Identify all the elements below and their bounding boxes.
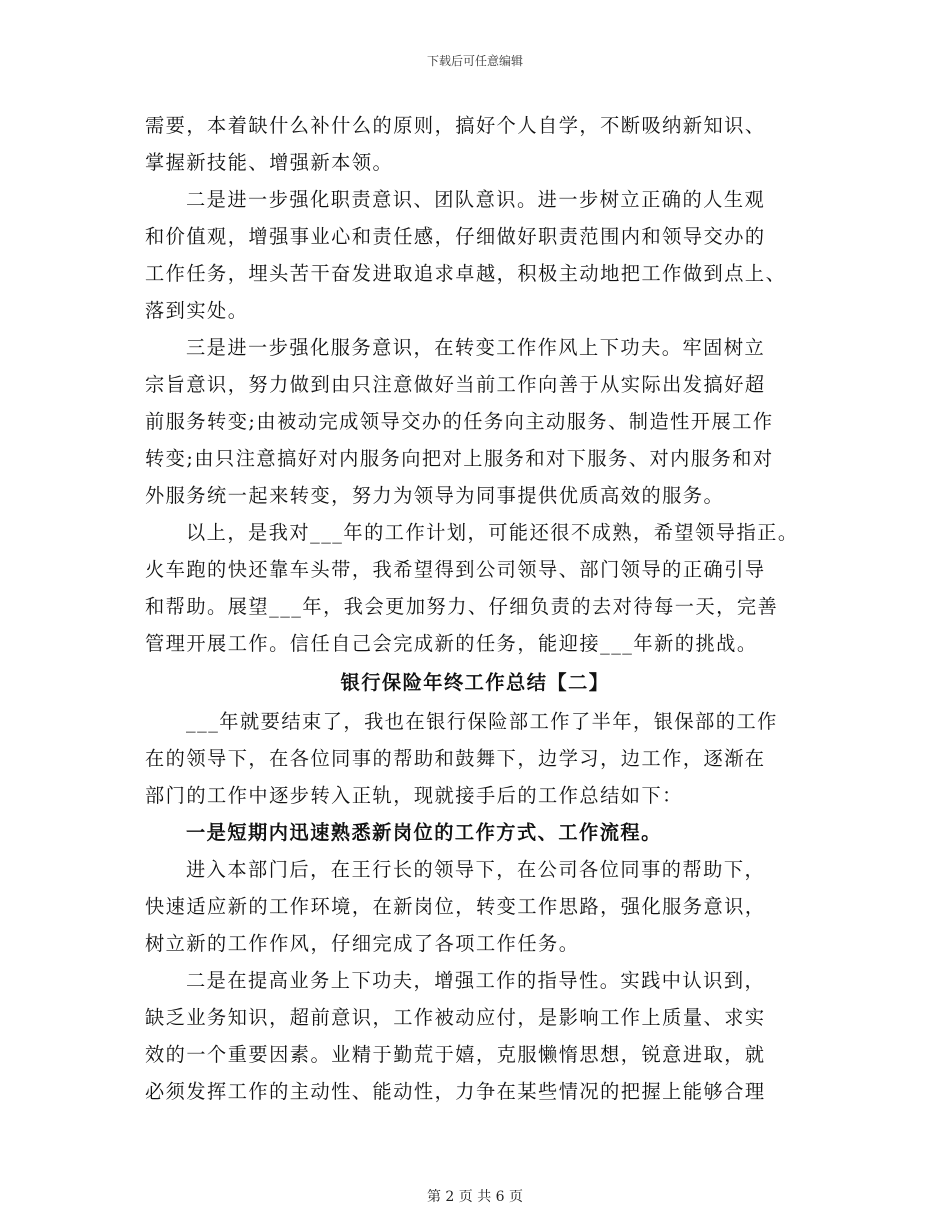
subheading: 一是短期内迅速熟悉新岗位的工作方式、工作流程。: [186, 821, 662, 844]
text-line: 必须发挥工作的主动性、能动性，力争在某些情况的把握上能够合理: [145, 1080, 766, 1103]
text-line: 在的领导下，在各位同事的帮助和鼓舞下，边学习，边工作，逐渐在: [145, 747, 766, 770]
text-line: 二是进一步强化职责意识、团队意识。进一步树立正确的人生观: [186, 188, 766, 211]
text-line: 以上，是我对___年的工作计划，可能还很不成熟，希望领导指正。: [186, 521, 799, 544]
text-line: 三是进一步强化服务意识，在转变工作作风上下功夫。牢固树立: [186, 336, 766, 359]
text-line: 火车跑的快还靠车头带，我希望得到公司领导、部门领导的正确引导: [145, 558, 766, 581]
text-line: 和帮助。展望___年，我会更加努力、仔细负责的去对待每一天，完善: [145, 595, 779, 618]
page-footer: 第 2 页 共 6 页: [426, 1189, 524, 1205]
text-line: 前服务转变;由被动完成领导交办的任务向主动服务、制造性开展工作: [145, 410, 774, 433]
text-line: 工作任务，埋头苦干奋发进取追求卓越，积极主动地把工作做到点上、: [145, 262, 787, 285]
text-line: 需要，本着缺什么补什么的原则，搞好个人自学，不断吸纳新知识、: [145, 114, 766, 137]
page-header: 下载后可任意编辑: [426, 54, 523, 68]
text-line: 树立新的工作作风，仔细完成了各项工作任务。: [145, 932, 580, 955]
text-line: 缺乏业务知识，超前意识，工作被动应付，是影响工作上质量、求实: [145, 1006, 766, 1029]
text-line: 掌握新技能、增强新本领。: [145, 151, 394, 174]
text-line: 落到实处。: [145, 299, 249, 322]
text-line: 管理开展工作。信任自己会完成新的任务，能迎接___年新的挑战。: [145, 632, 758, 655]
text-line: 和价值观，增强事业心和责任感，仔细做好职责范围内和领导交办的: [145, 225, 766, 248]
text-line: 部门的工作中逐步转入正轨，现就接手后的工作总结如下：: [145, 784, 683, 807]
section-title: 银行保险年终工作总结【二】: [340, 671, 610, 694]
text-line: 外服务统一起来转变，努力为领导为同事提供优质高效的服务。: [145, 484, 725, 507]
text-line: ___年就要结束了，我也在银行保险部工作了半年，银保部的工作: [186, 710, 778, 733]
text-line: 二是在提高业务上下功夫，增强工作的指导性。实践中认识到，: [186, 969, 766, 992]
text-line: 转变;由只注意搞好对内服务向把对上服务和对下服务、对内服务和对: [145, 447, 774, 470]
text-line: 效的一个重要因素。业精于勤荒于嬉，克服懒惰思想，锐意进取，就: [145, 1043, 766, 1066]
text-line: 进入本部门后，在王行长的领导下，在公司各位同事的帮助下，: [186, 858, 766, 881]
text-line: 宗旨意识，努力做到由只注意做好当前工作向善于从实际出发搞好超: [145, 373, 766, 396]
text-line: 快速适应新的工作环境，在新岗位，转变工作思路，强化服务意识，: [145, 895, 766, 918]
